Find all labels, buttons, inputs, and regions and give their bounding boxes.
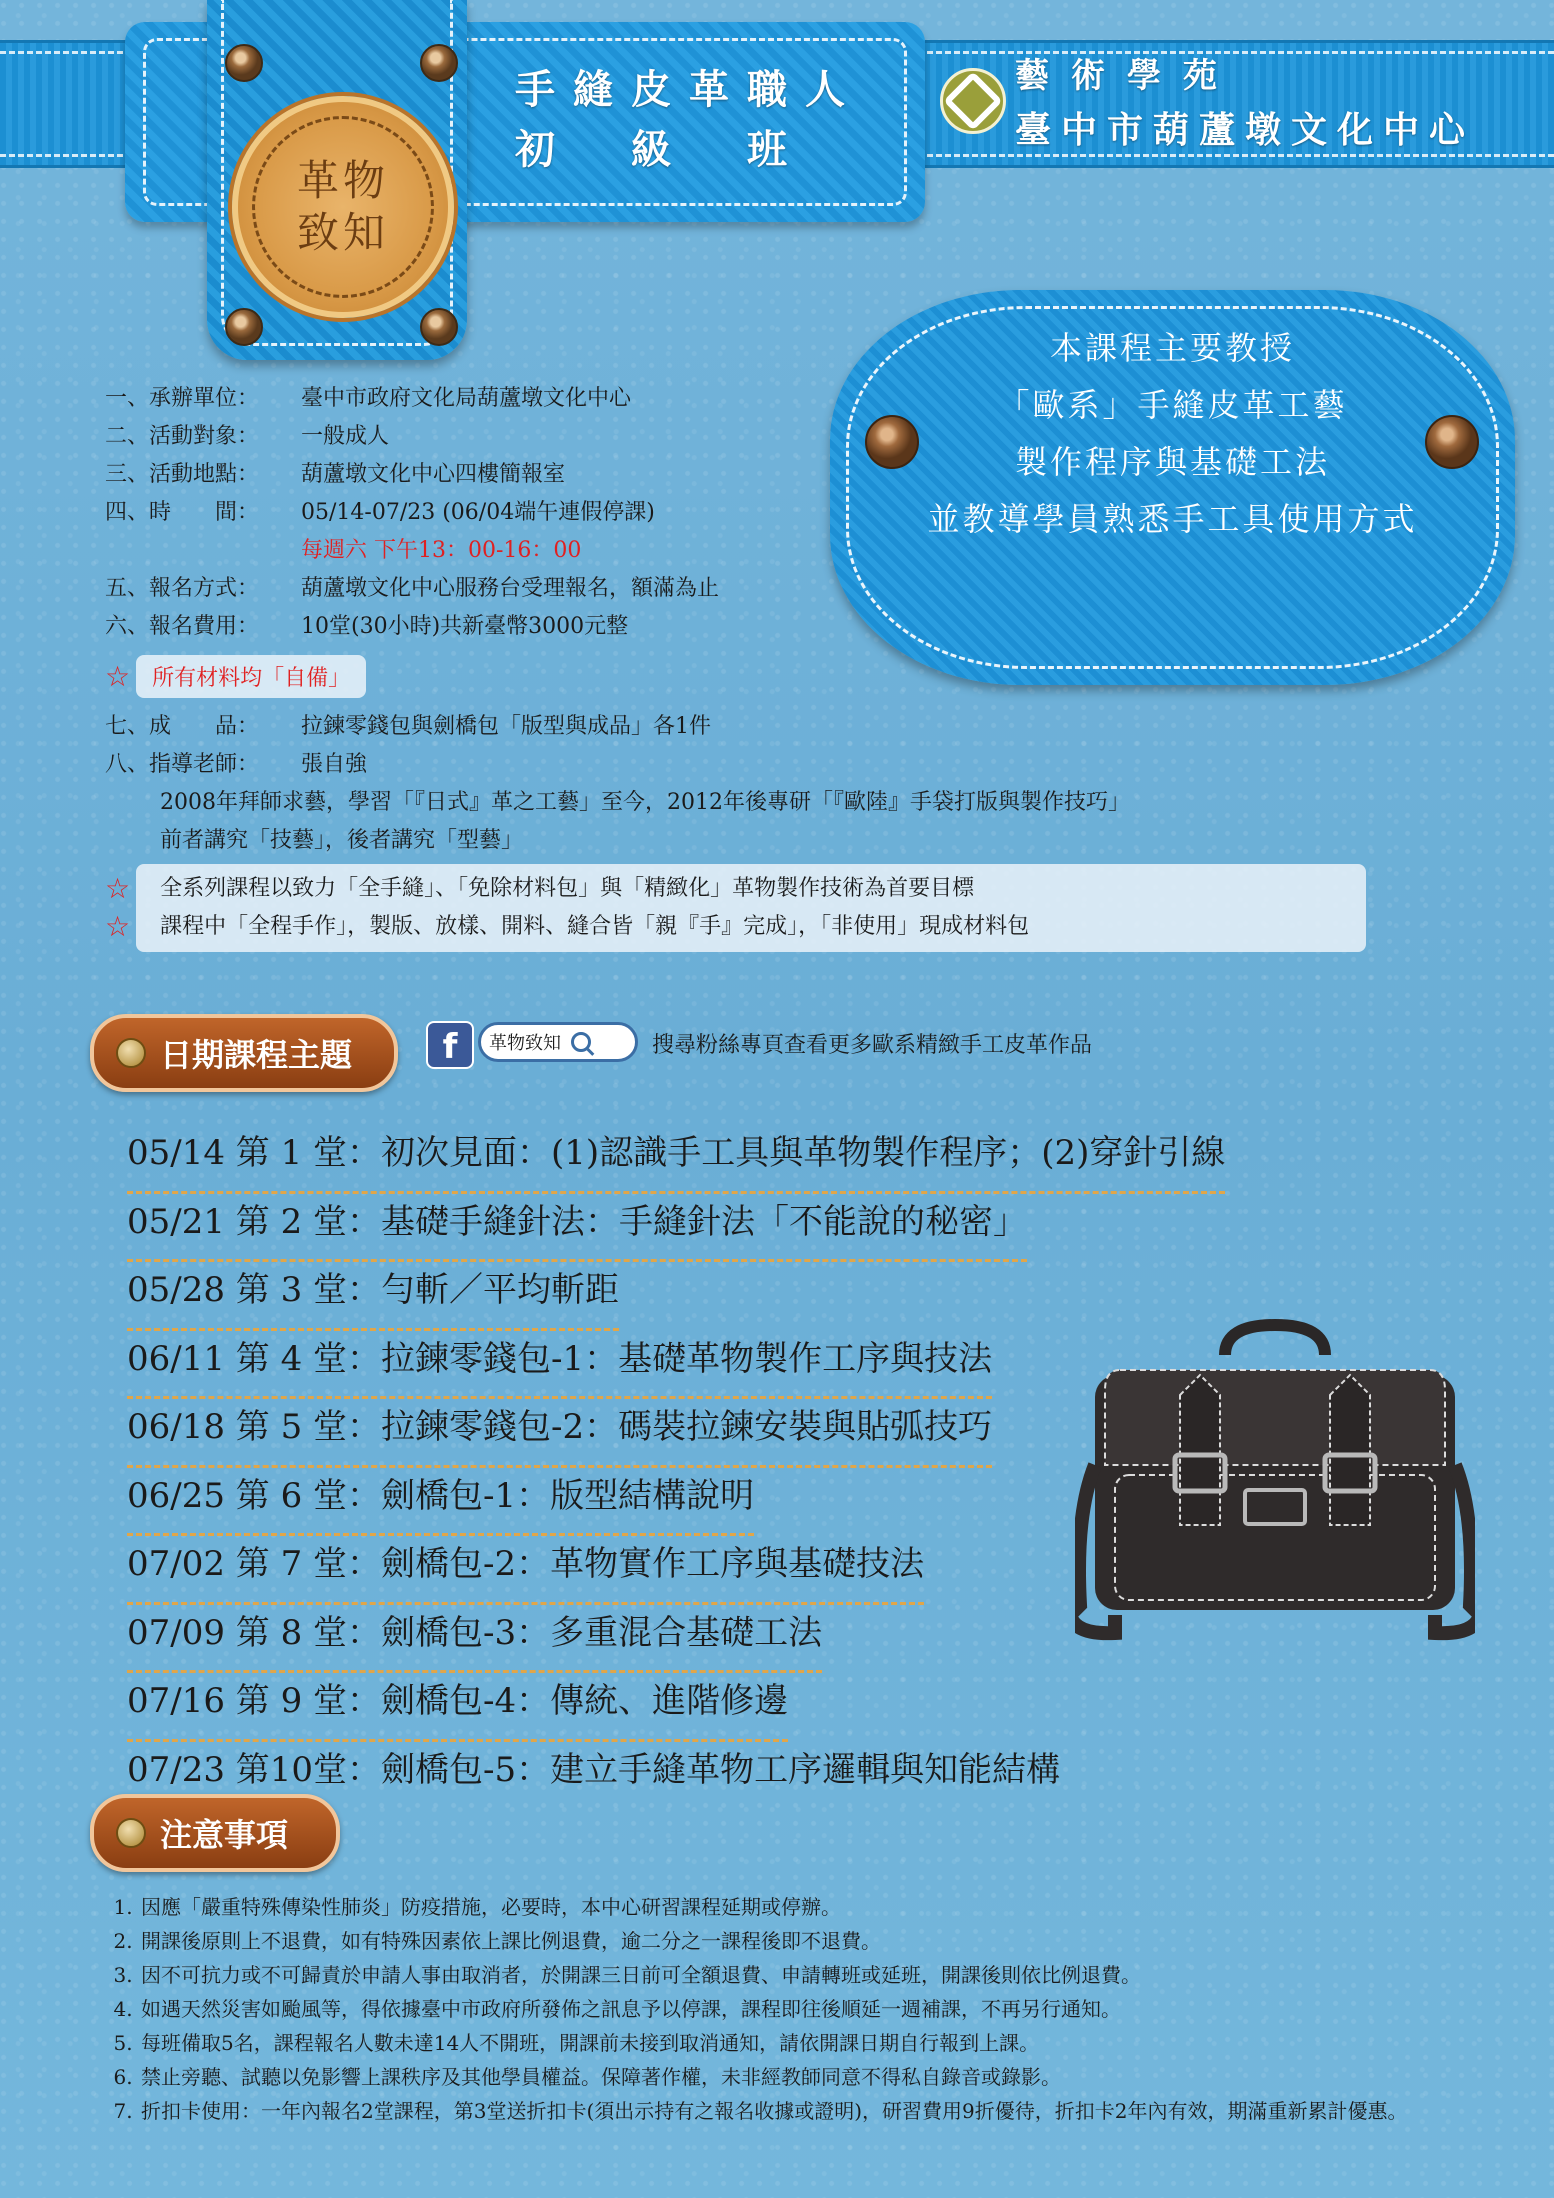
intro-line: 「歐系」手縫皮革工藝 [997,386,1348,424]
schedule-row: 06/11 第 4 堂：拉鍊零錢包-1：基礎革物製作工序與技法 [127,1331,992,1400]
note-item: 5. 每班備取5名，課程報名人數未達14人不開班，開課前未接到取消通知，請依開課日期自行報到上課。 [139,2026,1515,2060]
note-item: 7. 折扣卡使用：一年內報名2堂課程，第3堂送折扣卡(須出示持有之報名收據或證明)，研習費用9折優待，折扣卡2年內有效，期滿重新累計優惠。 [139,2094,1515,2128]
info-time: 四、時 間： 05/14-07/23 (06/04端午連假停課) [105,500,655,525]
goals-box [105,864,1366,952]
info-audience: 二、活動對象： 一般成人 [105,424,390,449]
rivet-icon [1425,415,1479,469]
schedule-row: 07/16 第 9 堂：劍橋包-4：傳統、進階修邊 [127,1673,788,1742]
course-info [105,380,719,646]
facebook-icon[interactable]: f [426,1021,474,1069]
notes-section-header: 注意事項 [90,1794,340,1872]
materials-note: ☆ 所有材料均「自備」 [105,655,366,698]
schedule-row: 05/14 第 1 堂：初次見面：(1)認識手工具與革物製作程序；(2)穿針引線 [127,1125,1225,1194]
course-info-2 [105,708,1130,860]
info-teacher: 八、指導老師： 張自強 [105,752,368,777]
rivet-icon [420,44,458,82]
note-item: 1. 因應「嚴重特殊傳染性肺炎」防疫措施，必要時，本中心研習課程延期或停辦。 [139,1890,1515,1924]
course-title-line2: 初 級 班 [515,127,805,173]
intro-badge [830,290,1515,685]
schedule-section-header: 日期課程主題 [90,1014,398,1092]
fanpage-search-box[interactable] [478,1022,638,1062]
info-fee: 六、報名費用： 10堂(30小時)共新臺幣3000元整 [105,614,629,639]
intro-line: 並教導學員熟悉手工具使用方式 [927,500,1418,538]
info-time-detail: 每週六 下午13：00-16：00 [301,538,582,563]
schedule-row: 06/18 第 5 堂：拉鍊零錢包-2：碼裝拉鍊安裝與貼弧技巧 [127,1399,992,1468]
schedule-row: 05/21 第 2 堂：基礎手縫針法：手縫針法「不能說的秘密」 [127,1194,1027,1263]
teacher-bio-line2: 前者講究「技藝」，後者講究「型藝」 [160,828,524,853]
teacher-bio-line1: 2008年拜師求藝，學習「『日式』革之工藝」至今，2012年後專研「『歐陸』手袋打版與製作技巧」 [160,790,1130,815]
course-title-line1: 手縫皮革職人 [515,67,863,113]
search-input[interactable]: 革物致知 [489,1033,561,1054]
rivet-icon [225,308,263,346]
org-name-line2: 臺中市葫蘆墩文化中心 [1015,110,1476,151]
star-icon: ☆ [105,660,131,693]
fanpage-search-hint: 搜尋粉絲專頁查看更多歐系精緻手工皮革作品 [652,1033,1093,1058]
intro-line: 製作程序與基礎工法 [1014,443,1330,481]
note-item: 6. 禁止旁聽、試聽以免影響上課秩序及其他學員權益。保障著作權，未非經教師同意不得私自錄音或錄影。 [139,2060,1515,2094]
schedule-row: 07/23 第10堂：劍橋包-5：建立手縫革物工序邏輯與知能結構 [127,1749,1061,1790]
goal-line: 全系列課程以致力「全手縫」、「免除材料包」與「精緻化」革物製作技術為首要目標 [160,876,975,901]
bullet-icon [116,1038,146,1068]
info-products: 七、成 品： 拉鍊零錢包與劍橋包「版型與成品」各1件 [105,714,711,739]
rivet-icon [225,44,263,82]
note-item: 3. 因不可抗力或不可歸責於申請人事由取消者，於開課三日前可全額退費、申請轉班或延班，開課後則依比例退費。 [139,1958,1515,1992]
org-name-line1: 藝術學苑 [1015,56,1239,96]
schedule-list [127,1125,1225,1807]
org-logo-icon [940,68,1006,134]
schedule-row: 06/25 第 6 堂：劍橋包-1：版型結構說明 [127,1468,754,1537]
intro-line: 本課程主要教授 [1049,329,1295,367]
star-icon: ☆ [105,910,131,943]
star-icon: ☆ [105,872,131,905]
note-item: 4. 如遇天然災害如颱風等，得依據臺中市政府所發佈之訊息予以停課，課程即往後順延一週補課，不再另行通知。 [139,1992,1515,2026]
note-item: 2. 開課後原則上不退費，如有特殊因素依上課比例退費，逾二分之一課程後即不退費。 [139,1924,1515,1958]
bullet-icon [116,1818,146,1848]
cambridge-satchel-image [1075,1315,1475,1645]
info-location: 三、活動地點： 葫蘆墩文化中心四樓簡報室 [105,462,566,487]
search-icon[interactable] [571,1032,591,1052]
info-organizer: 一、承辦單位： 臺中市政府文化局葫蘆墩文化中心 [105,386,632,411]
goal-line: 課程中「全程手作」，製版、放樣、開料、縫合皆「親『手』完成」，「非使用」現成材料包 [160,914,1030,939]
schedule-row: 07/09 第 8 堂：劍橋包-3：多重混合基礎工法 [127,1605,822,1674]
brand-seal [232,96,454,318]
schedule-row: 05/28 第 3 堂：勻斬／平均斬距 [127,1262,619,1331]
schedule-row: 07/02 第 7 堂：劍橋包-2：革物實作工序與基礎技法 [127,1536,924,1605]
rivet-icon [420,308,458,346]
notes-list [115,1890,1515,2128]
info-signup: 五、報名方式： 葫蘆墩文化中心服務台受理報名，額滿為止 [105,576,720,601]
seal-text: 革物致知 [296,156,389,257]
rivet-icon [865,415,919,469]
